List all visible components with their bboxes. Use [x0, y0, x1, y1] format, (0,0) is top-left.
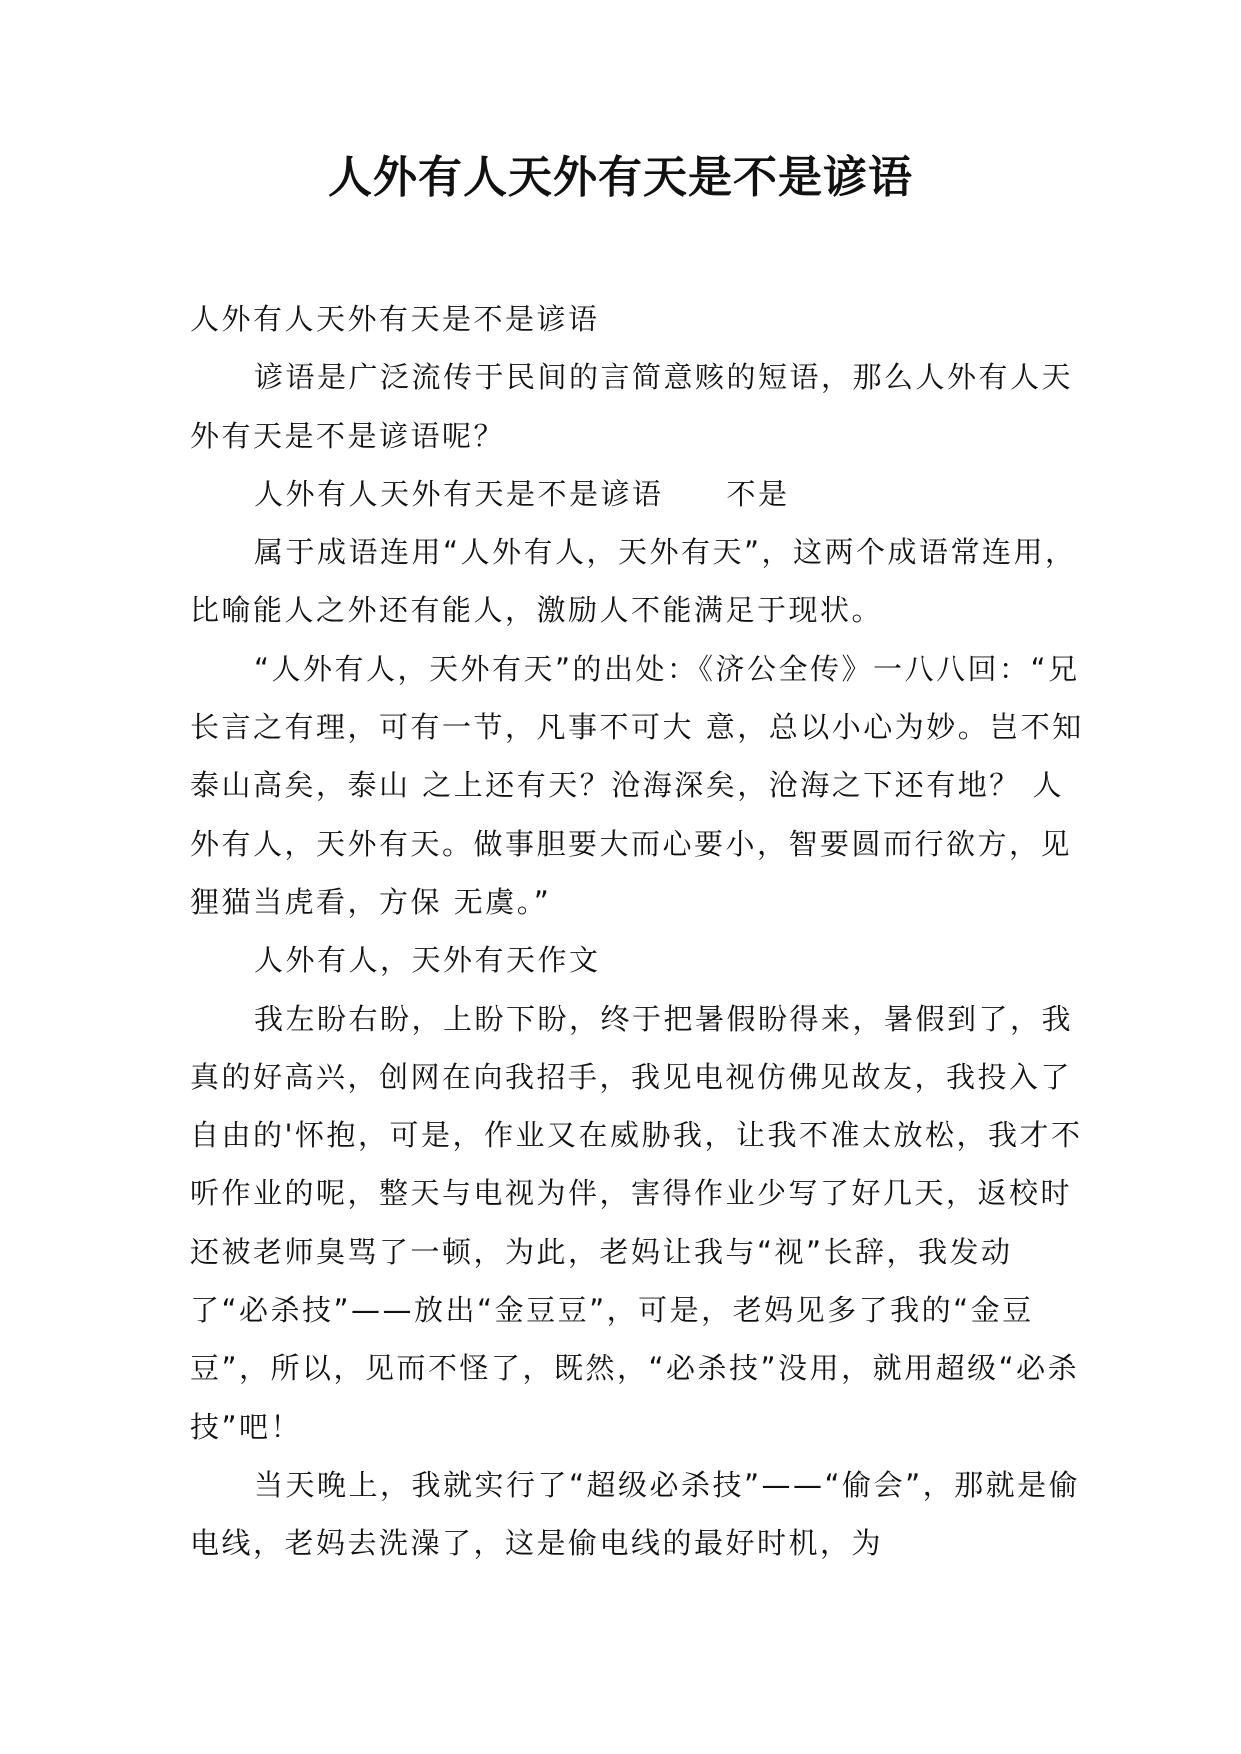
document-title: 人外有人天外有天是不是谚语 [328, 152, 913, 203]
paragraph: 我左盼右盼，上盼下盼，终于把暑假盼得来，暑假到了，我真的好高兴，创网在向我招手，我见电视仿佛见故友，我投入了自由的'怀抱，可是，作业又在威胁我，让我不准太放松，我才不听作业的呢，整天与电视为伴，害得作业少写了好几天，返校时还被老师臭骂了一顿，为此，老妈让我与“视”长辞，我发动了“必杀技”——放出“金豆豆”，可是，老妈见多了我的“金豆豆”，所以，见而不怪了，既然，“必杀技”没用，就用超级“必杀技”吧！ [190, 1001, 1083, 1444]
paragraph: 人外有人天外有天是不是谚语 [190, 302, 600, 336]
paragraph: 谚语是广泛流传于民间的言简意赅的短语，那么人外有人天外有天是不是谚语呢？ [190, 360, 1074, 453]
paragraph: “人外有人，天外有天”的出处：《济公全传》一八八回：“兄长言之有理，可有一节，凡事不可大 意，总以小心为妙。岂不知泰山高矣，泰山 之上还有天？沧海深矣，沧海之下还有地？ 人外有人，天外有天。做事胆要大而心要小，智要圆而行欲方，见狸猫当虎看，方保 无虞。” [190, 651, 1084, 919]
paragraph: 人外有人，天外有天作文 [254, 943, 601, 978]
paragraph: 人外有人天外有天是不是谚语 不是 [254, 476, 790, 511]
document-body [190, 290, 1090, 1573]
paragraph: 属于成语连用“人外有人，天外有天”，这两个成语常连用，比喻能人之外还有能人，激励人不能满足于现状。 [190, 535, 1077, 628]
paragraph: 当天晚上，我就实行了“超级必杀技”——“偷会”，那就是偷电线，老妈去洗澡了，这是偷电线的最好时机，为 [190, 1467, 1081, 1561]
